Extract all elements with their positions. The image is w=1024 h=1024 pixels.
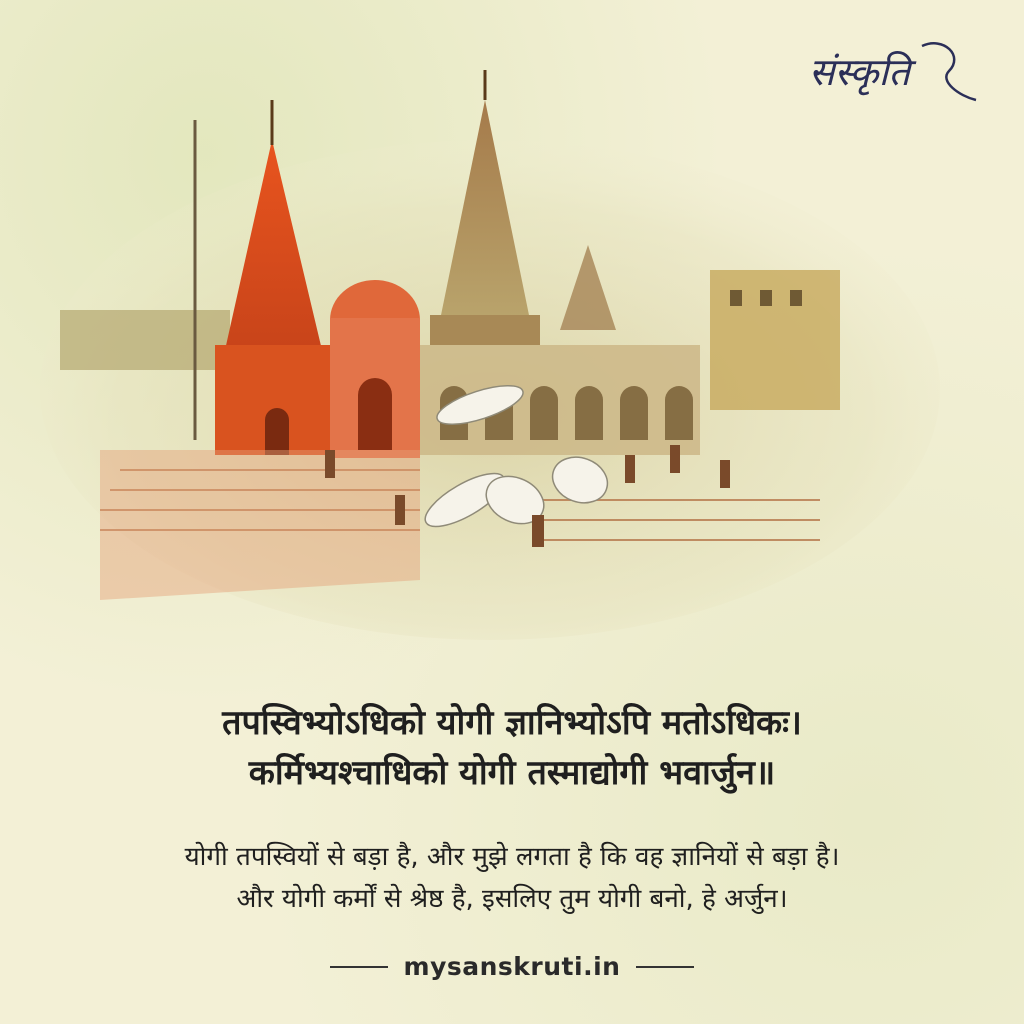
right-building xyxy=(710,270,840,410)
translation-line-1: योगी तपस्वियों से बड़ा है, और मुझे लगता है कि वह ज्ञानियों से बड़ा है। xyxy=(184,842,840,872)
website-link[interactable]: mysanskruti.in xyxy=(403,952,621,981)
footer xyxy=(0,952,1024,981)
temple-watercolor-illustration xyxy=(40,60,940,640)
sanskrit-verse xyxy=(0,698,1024,798)
footer-rule-left xyxy=(330,966,388,968)
translation-line-2: और योगी कर्मों से श्रेष्ठ है, इसलिए तुम योगी बनो, हे अर्जुन। xyxy=(236,884,788,914)
logo-text: संस्कृति xyxy=(808,50,910,94)
verse-line-1: तपस्विभ्योऽधिको योगी ज्ञानिभ्योऽपि मतोऽधिकः। xyxy=(222,703,802,743)
footer-rule-right xyxy=(636,966,694,968)
hindi-translation xyxy=(0,836,1024,920)
left-building xyxy=(60,310,230,370)
verse-line-2: कर्मिभ्यश्चाधिको योगी तस्माद्योगी भवार्जुन॥ xyxy=(248,753,776,793)
